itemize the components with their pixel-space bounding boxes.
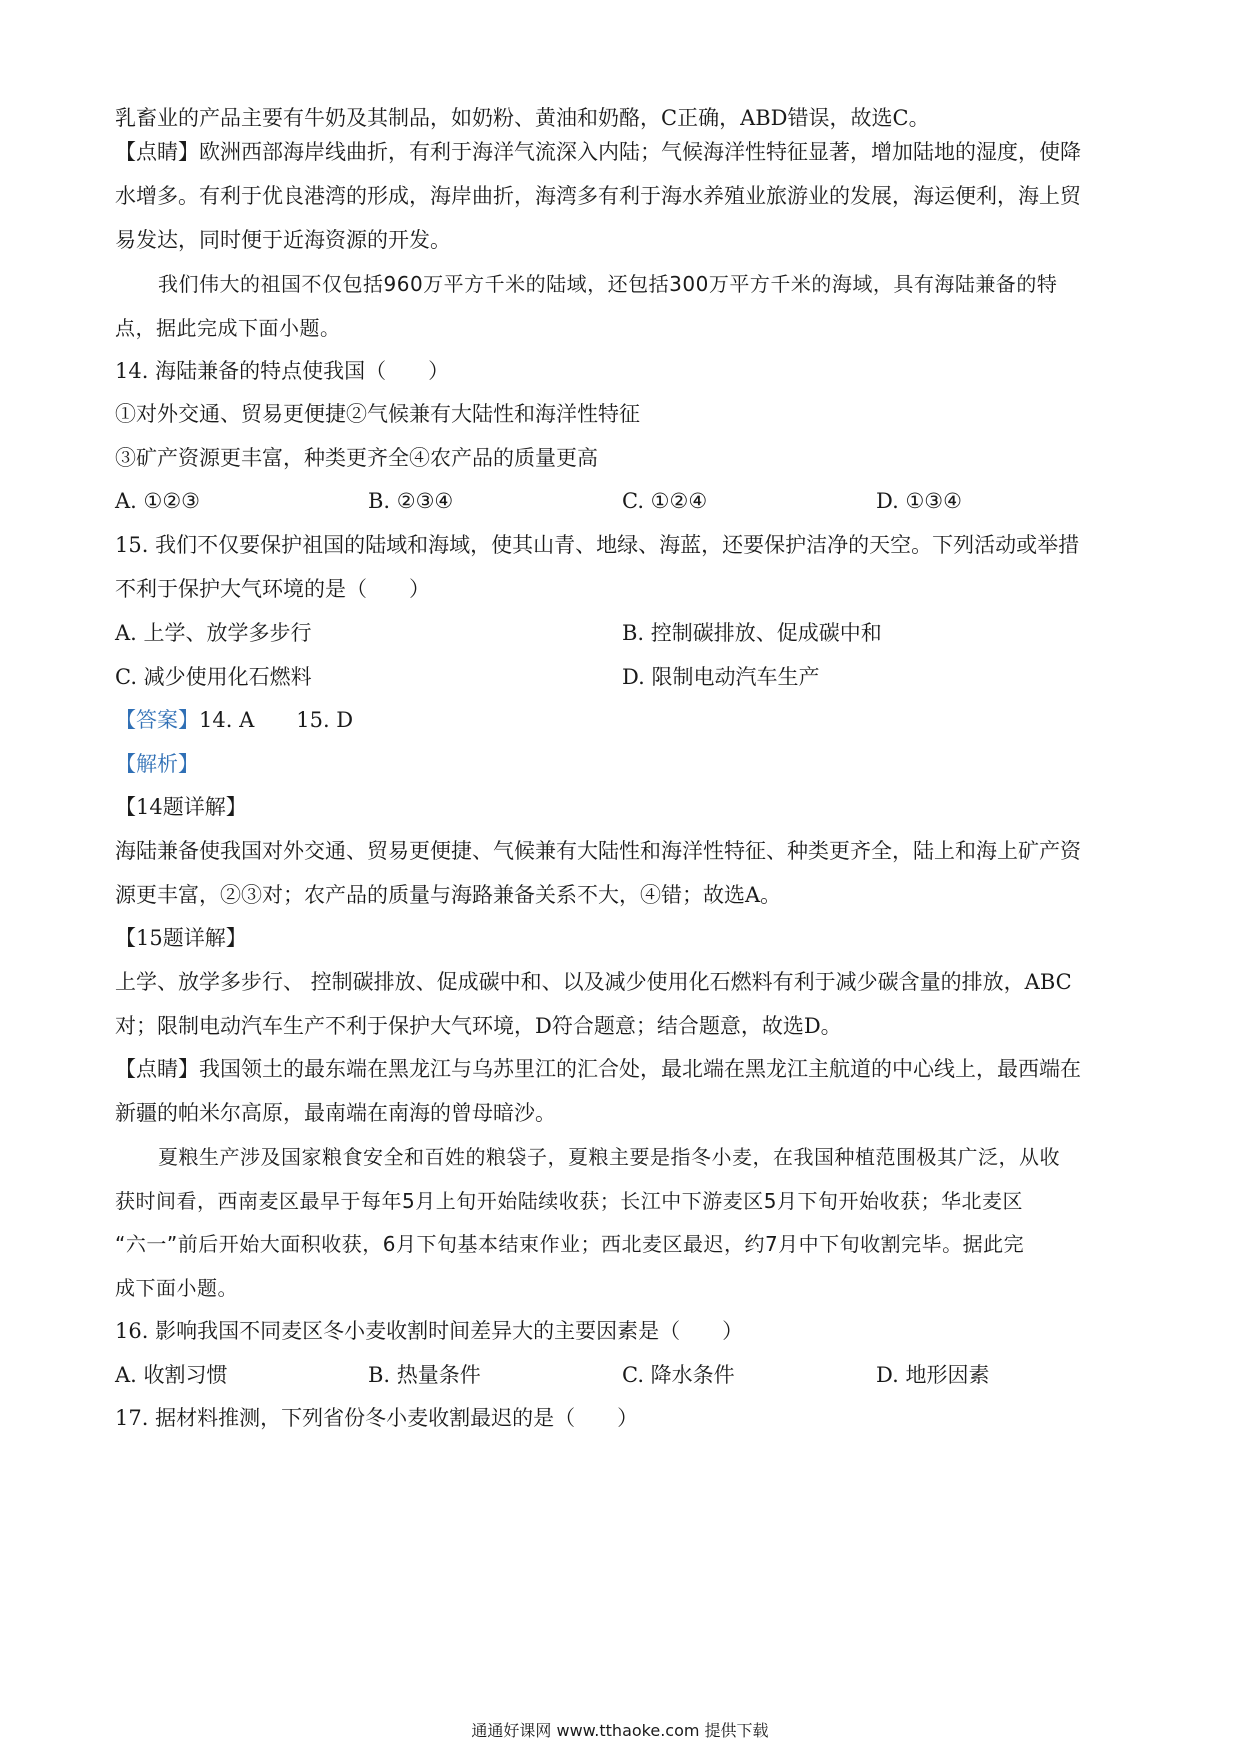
option-16-c: C. 降水条件 <box>622 1363 735 1387</box>
option-14-b: B. ②③④ <box>368 489 454 513</box>
answer-text: 14. A 15. D <box>199 708 354 732</box>
material-paragraph-line: 我们伟大的祖国不仅包括960万平方千米的陆域，还包括300万平方千米的海域，具有海陆兼备的特 <box>158 272 1058 296</box>
material-paragraph-line: 夏粮生产涉及国家粮食安全和百姓的粮袋子，夏粮主要是指冬小麦，在我国种植范围极其广泛，从收 <box>158 1145 1060 1169</box>
material-paragraph-line: 获时间看，西南麦区最早于每年5月上旬开始陆续收获；长江中下游麦区5月下旬开始收获；华北麦区 <box>115 1189 1023 1213</box>
analysis-label: 【解析】 <box>115 752 199 776</box>
option-15-d: D. 限制电动汽车生产 <box>622 665 820 689</box>
detail-line: 源更丰富，②③对；农产品的质量与海路兼备关系不大，④错；故选A。 <box>115 883 782 907</box>
detail-line: 对；限制电动汽车生产不利于保护大气环境，D符合题意；结合题意，故选D。 <box>115 1014 842 1038</box>
answer-label: 【答案】 <box>115 708 199 732</box>
option-14-c: C. ①②④ <box>622 489 708 513</box>
option-15-c: C. 减少使用化石燃料 <box>115 665 312 689</box>
statement-line: ③矿产资源更丰富，种类更齐全④农产品的质量更高 <box>115 446 598 470</box>
tip-paragraph-line: 易发达，同时便于近海资源的开发。 <box>115 228 451 252</box>
material-paragraph-line: 成下面小题。 <box>115 1276 238 1300</box>
answer-line <box>115 705 353 735</box>
tip-paragraph-line: 【点睛】欧洲西部海岸线曲折，有利于海洋气流深入内陆；气候海洋性特征显著，增加陆地的湿度，使降 <box>115 140 1081 164</box>
tip-paragraph-line: 水增多。有利于优良港湾的形成，海岸曲折，海湾多有利于海水养殖业旅游业的发展，海运便利，海上贸 <box>115 184 1081 208</box>
detail-15-heading: 【15题详解】 <box>115 926 247 950</box>
tip-paragraph-line: 【点睛】我国领土的最东端在黑龙江与乌苏里江的汇合处，最北端在黑龙江主航道的中心线上，最西端在 <box>115 1057 1081 1081</box>
option-16-a: A. 收割习惯 <box>115 1363 228 1387</box>
detail-line: 上学、放学多步行、 控制碳排放、促成碳中和、以及减少使用化石燃料有利于减少碳含量的排放，ABC <box>115 970 1072 994</box>
detail-14-heading: 【14题详解】 <box>115 795 247 819</box>
option-14-a: A. ①②③ <box>115 489 200 513</box>
detail-line: 海陆兼备使我国对外交通、贸易更便捷、气候兼有大陆性和海洋性特征、种类更齐全，陆上和海上矿产资 <box>115 839 1081 863</box>
question-15-cont: 不利于保护大气环境的是（ ） <box>115 577 430 601</box>
option-16-d: D. 地形因素 <box>876 1363 990 1387</box>
option-16-b: B. 热量条件 <box>368 1363 481 1387</box>
option-14-d: D. ①③④ <box>876 489 962 513</box>
option-15-a: A. 上学、放学多步行 <box>115 621 312 645</box>
tip-paragraph-line: 新疆的帕米尔高原，最南端在南海的曾母暗沙。 <box>115 1101 556 1125</box>
question-14: 14. 海陆兼备的特点使我国（ ） <box>115 359 450 383</box>
option-15-b: B. 控制碳排放、促成碳中和 <box>622 621 882 645</box>
page-footer[interactable]: 通通好课网 www.tthaoke.com 提供下载 <box>471 1721 769 1740</box>
statement-line: ①对外交通、贸易更便捷②气候兼有大陆性和海洋性特征 <box>115 402 640 426</box>
question-15: 15. 我们不仅要保护祖国的陆域和海域，使其山青、地绿、海蓝，还要保护洁净的天空。下列活动或举措 <box>115 533 1080 557</box>
text-line: 乳畜业的产品主要有牛奶及其制品，如奶粉、黄油和奶酪，C正确，ABD错误，故选C。 <box>115 106 930 130</box>
question-17: 17. 据材料推测，下列省份冬小麦收割最迟的是（ ） <box>115 1406 639 1430</box>
question-16: 16. 影响我国不同麦区冬小麦收割时间差异大的主要因素是（ ） <box>115 1319 744 1343</box>
material-paragraph-line: “六一”前后开始大面积收获，6月下旬基本结束作业；西北麦区最迟，约7月中下旬收割完毕。据此完 <box>115 1232 1025 1256</box>
material-paragraph-line: 点，据此完成下面小题。 <box>115 316 341 340</box>
